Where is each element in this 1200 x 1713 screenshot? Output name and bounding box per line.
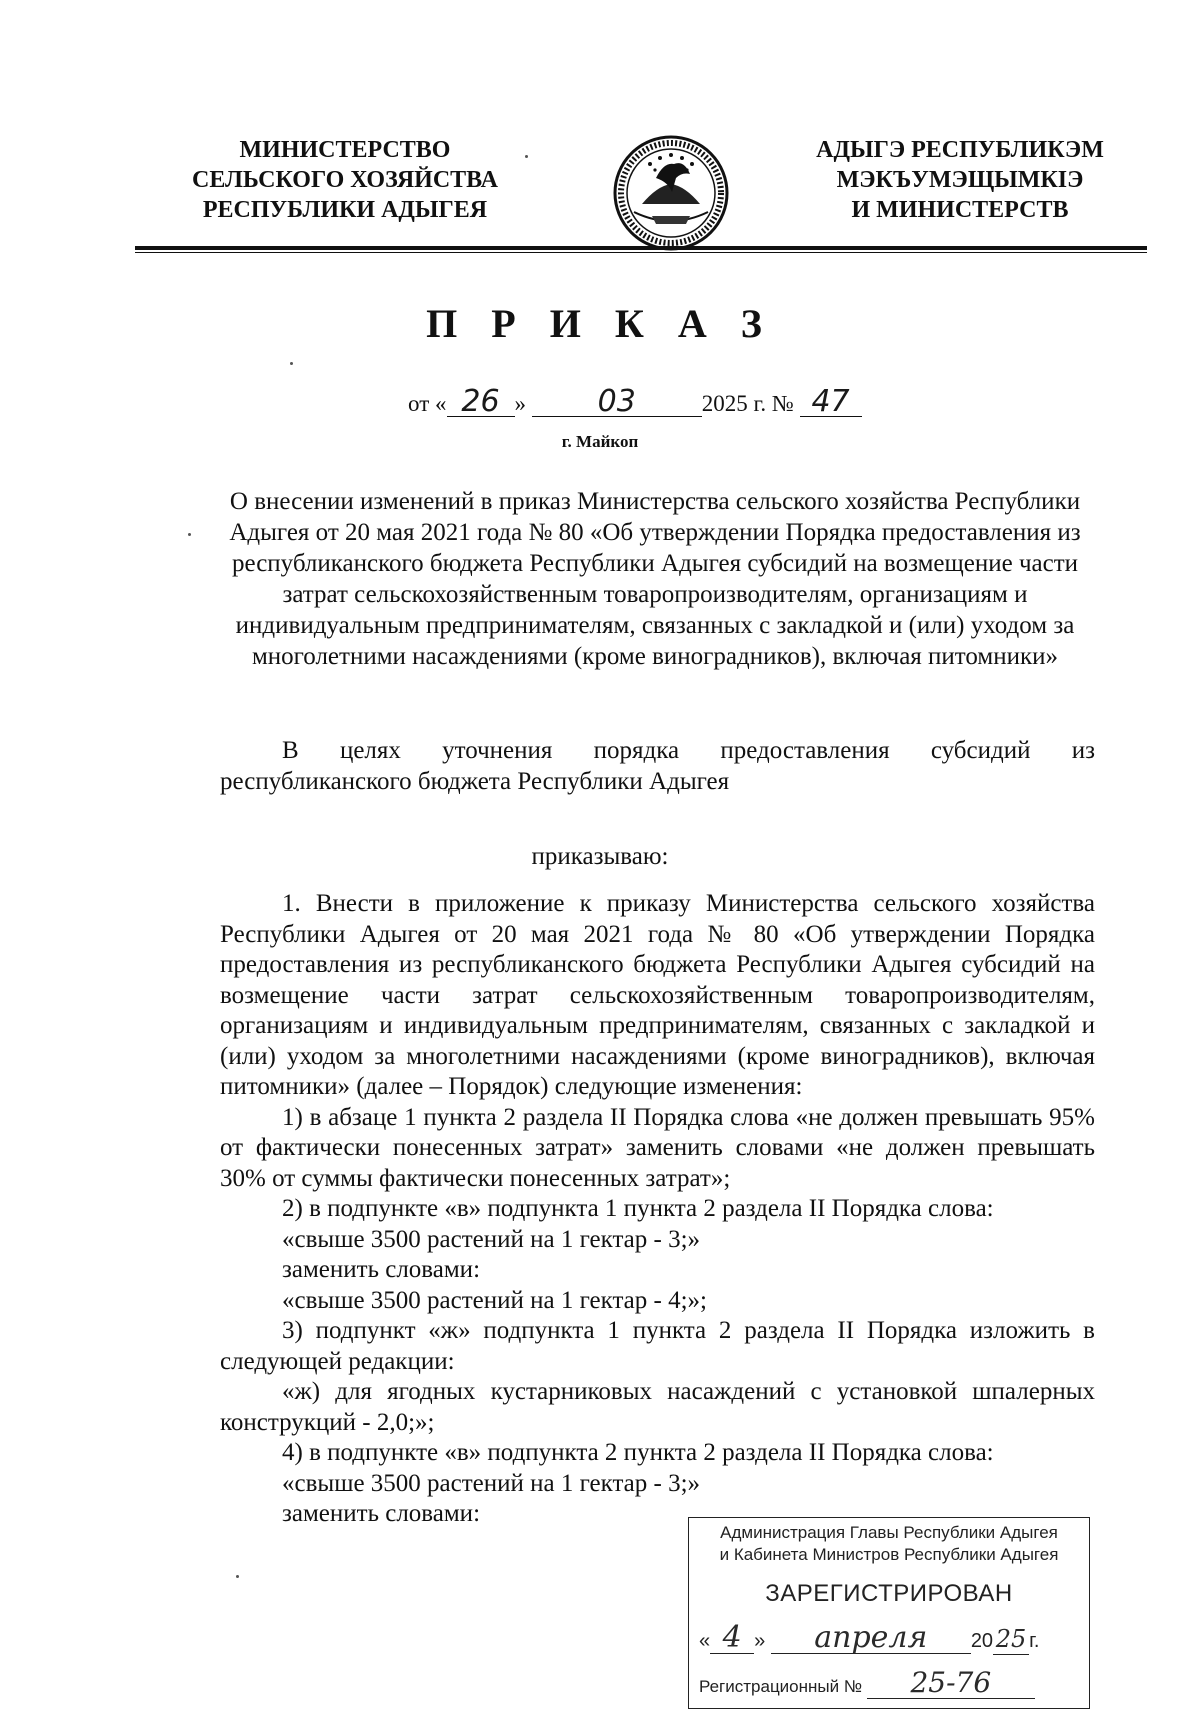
- scan-speck: [290, 362, 293, 365]
- order-month-handwritten: 03: [532, 388, 702, 417]
- date-quote-close: »: [514, 391, 526, 416]
- date-prefix: от «: [408, 391, 447, 416]
- body-paragraph: 2) в подпункте «в» подпункта 1 пункта 2 раздела II Порядка слова:: [282, 1195, 994, 1222]
- stamp-year-prefix: 20: [970, 1630, 994, 1652]
- body-paragraph: «ж) для ягодных кустарниковых насаждений с установкой шпалерных конструкций - 2,0;»;: [220, 1378, 1095, 1436]
- orders-word: приказываю:: [531, 843, 669, 870]
- order-year-and-number-label: 2025 г. №: [701, 391, 794, 416]
- stamp-quote-close: »: [754, 1630, 766, 1652]
- stamp-registered-label: ЗАРЕГИСТРИРОВАН: [765, 1580, 1013, 1607]
- body-quote: «свыше 3500 растений на 1 гектар - 3;»: [282, 1469, 701, 1497]
- stamp-year-unit: г.: [1029, 1630, 1040, 1652]
- body-quote: «свыше 3500 растений на 1 гектар - 3;»: [282, 1225, 701, 1253]
- order-body: [220, 889, 1095, 1530]
- stamp-date-row: [699, 1620, 1040, 1655]
- preamble: [220, 736, 1095, 797]
- scan-speck: [188, 533, 191, 536]
- ministry-name-line: МЭКЪУМЭЩЫМКIЭ: [836, 167, 1084, 193]
- stamp-day-handwritten: 4: [710, 1623, 754, 1654]
- stamp-reg-number-label: Регистрационный №: [699, 1677, 863, 1696]
- stamp-year-handwritten: 25: [993, 1624, 1029, 1655]
- stamp-month-handwritten: апреля: [771, 1623, 971, 1654]
- coat-of-arms-emblem: [612, 134, 730, 252]
- body-paragraph: 1. Внести в приложение к приказу Министерства сельского хозяйства Республики Адыгея от 20 мая 2021 года № 80 «Об утверждении Порядка предоставления из республиканского бюджета Республики Адыгея субсидий на возмещение части затрат сельскохозяйственным товаропроизводителям, организациям и индивидуальным предпринимателям, связанных с закладкой и (или) уходом за многолетними насаждениями (кроме виноградников), включая питомники» (далее – Порядок) следующие изменения:: [220, 890, 1095, 1100]
- ministry-name-line: МИНИСТЕРСТВО: [239, 137, 451, 163]
- stamp-quote-open: «: [699, 1630, 711, 1652]
- registration-stamp: [688, 1517, 1090, 1709]
- header-divider: [135, 246, 1147, 250]
- ministry-name-line: АДЫГЭ РЕСПУБЛИКЭМ: [816, 137, 1104, 163]
- stamp-authority-line: и Кабинета Министров Республики Адыгея: [719, 1545, 1059, 1564]
- scan-speck: [525, 155, 528, 158]
- order-day-handwritten: 26: [447, 388, 515, 417]
- stamp-reg-number-handwritten: 25-76: [867, 1668, 1035, 1699]
- body-paragraph: 4) в подпункте «в» подпункта 2 пункта 2 раздела II Порядка слова:: [282, 1439, 994, 1466]
- document-title: П Р И К А З: [426, 301, 774, 346]
- header-divider-thin: [135, 252, 1147, 253]
- order-subject: О внесении изменений в приказ Министерства сельского хозяйства Республики Адыгея от 20 мая 2021 года № 80 «Об утверждении Порядка предоставления из республиканского бюджета Республики Адыгея субсидий на возмещение части затрат сельскохозяйственным товаропроизводителям, организациям и индивидуальным предпринимателям, связанных с закладкой и (или) уходом за многолетними насаждениями (кроме виноградников), включая питомники»: [229, 488, 1081, 670]
- body-paragraph: заменить словами:: [282, 1500, 481, 1527]
- preamble-line: республиканского бюджета Республики Адыгея: [220, 767, 730, 795]
- preamble-line: В целях уточнения порядка предоставления субсидий из: [282, 737, 1095, 764]
- city-name: г. Майкоп: [561, 432, 639, 451]
- body-paragraph: 3) подпункт «ж» подпункта 1 пункта 2 раздела II Порядка изложить в следующей редакции:: [220, 1317, 1095, 1375]
- scan-speck: [236, 1575, 239, 1578]
- order-number-handwritten: 47: [800, 388, 862, 417]
- stamp-authority-line: Администрация Главы Республики Адыгея: [720, 1523, 1058, 1542]
- body-paragraph: заменить словами:: [282, 1256, 481, 1283]
- ministry-name-line: РЕСПУБЛИКИ АДЫГЕЯ: [202, 197, 488, 223]
- ministry-name-russian: [175, 135, 515, 225]
- order-date-line: [408, 384, 862, 419]
- body-paragraph: 1) в абзаце 1 пункта 2 раздела II Порядка слова «не должен превышать 95% от фактически понесенных затрат» заменить словами «не должен превышать 30% от суммы фактически понесенных затрат»;: [220, 1103, 1095, 1192]
- ministry-name-adyghe: [790, 135, 1130, 225]
- stamp-number-row: [699, 1668, 1035, 1699]
- body-quote: «свыше 3500 растений на 1 гектар - 4;»;: [282, 1286, 707, 1314]
- ministry-name-line: И МИНИСТЕРСТВ: [851, 197, 1069, 223]
- ministry-name-line: СЕЛЬСКОГО ХОЗЯЙСТВА: [191, 167, 499, 193]
